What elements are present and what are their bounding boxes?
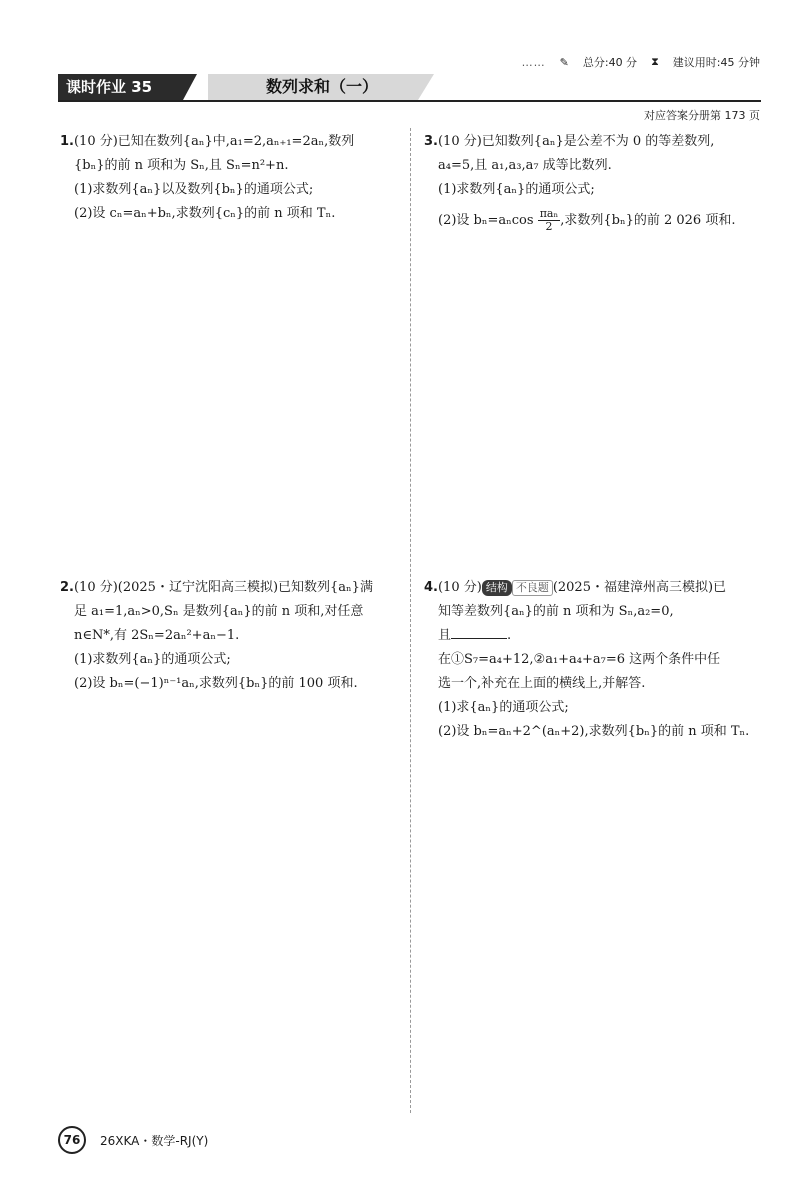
score-time-info — [522, 54, 760, 70]
problem-score: (10 分) — [437, 580, 482, 595]
problem-4 — [424, 576, 754, 744]
dots-decoration: …… — [521, 55, 546, 69]
fraction-denominator: 2 — [545, 220, 553, 233]
problem-line: (10 分)已知数列{aₙ}是公差不为 0 的等差数列, — [437, 134, 715, 149]
problem-part: (2)设 cₙ=aₙ+bₙ,求数列{cₙ}的前 n 项和 Tₙ. — [74, 206, 336, 221]
pencil-icon: ✎ — [559, 55, 569, 69]
problem-line: (2025・福建漳州高三模拟)已 — [552, 580, 727, 595]
lesson-title: 数列求和（一） — [266, 77, 379, 96]
page-number: 76 — [58, 1126, 86, 1154]
blank-line — [424, 624, 754, 648]
problem-part: (2)设 bₙ=aₙ+2^(aₙ+2),求数列{bₙ}的前 n 项和 Tₙ. — [438, 724, 750, 739]
condition-line: 在①S₇=a₄+12,②a₁+a₄+a₇=6 这两个条件中任 — [438, 652, 721, 667]
blank-prefix: 且 — [438, 628, 452, 643]
problem-part: (1)求{aₙ}的通项公式; — [438, 700, 569, 715]
problem-part: (1)求数列{aₙ}以及数列{bₙ}的通项公式; — [74, 182, 314, 197]
banner-dark-slant — [183, 74, 197, 100]
problem-part: (2)设 bₙ=(−1)ⁿ⁻¹aₙ,求数列{bₙ}的前 100 项和. — [74, 676, 358, 691]
structure-badge: 结构 — [482, 580, 512, 596]
column-divider — [410, 128, 411, 1113]
fraction-numerator: πaₙ — [539, 207, 559, 220]
problem-line: (10 分)已知在数列{aₙ}中,a₁=2,aₙ₊₁=2aₙ,数列 — [73, 134, 355, 149]
hourglass-icon: ⧗ — [651, 55, 659, 68]
problem-number: 3. — [424, 134, 438, 149]
part2-prefix: (2)设 bₙ=aₙcos — [438, 213, 534, 228]
fraction — [538, 208, 561, 233]
problem-part: (1)求数列{aₙ}的通项公式; — [74, 652, 231, 667]
fill-blank[interactable] — [451, 624, 507, 639]
ill-posed-badge: 不良题 — [512, 580, 553, 596]
problem-number: 2. — [60, 580, 74, 595]
suggested-time: 建议用时:45 分钟 — [672, 56, 760, 69]
problem-line: a₄=5,且 a₁,a₃,a₇ 成等比数列. — [438, 158, 612, 173]
problem-line: (10 分)(2025・辽宁沈阳高三模拟)已知数列{aₙ}满 — [73, 580, 373, 595]
problem-part-2 — [424, 208, 754, 233]
lesson-tag: 课时作业 35 — [58, 74, 183, 100]
problem-part: (1)求数列{aₙ}的通项公式; — [438, 182, 595, 197]
problem-number: 1. — [60, 134, 74, 149]
answer-reference: 对应答案分册第 173 页 — [644, 109, 760, 122]
total-score: 总分:40 分 — [582, 56, 638, 69]
lesson-banner — [58, 74, 761, 102]
book-code: 26XKA・数学-RJ(Y) — [100, 1133, 209, 1148]
page-footer — [58, 1126, 208, 1154]
problem-1 — [60, 130, 390, 226]
part2-suffix: ,求数列{bₙ}的前 2 026 项和. — [560, 213, 736, 228]
problem-line: n∈N*,有 2Sₙ=2aₙ²+aₙ−1. — [74, 628, 240, 643]
blank-suffix: . — [507, 628, 512, 643]
banner-gray-slant — [418, 74, 434, 100]
condition-line: 选一个,补充在上面的横线上,并解答. — [438, 676, 646, 691]
problem-line: 足 a₁=1,aₙ>0,Sₙ 是数列{aₙ}的前 n 项和,对任意 — [74, 604, 364, 619]
problem-line: {bₙ}的前 n 项和为 Sₙ,且 Sₙ=n²+n. — [74, 158, 289, 173]
problem-3 — [424, 130, 754, 233]
problem-line: 知等差数列{aₙ}的前 n 项和为 Sₙ,a₂=0, — [438, 604, 674, 619]
problem-2 — [60, 576, 390, 696]
problem-number: 4. — [424, 580, 438, 595]
